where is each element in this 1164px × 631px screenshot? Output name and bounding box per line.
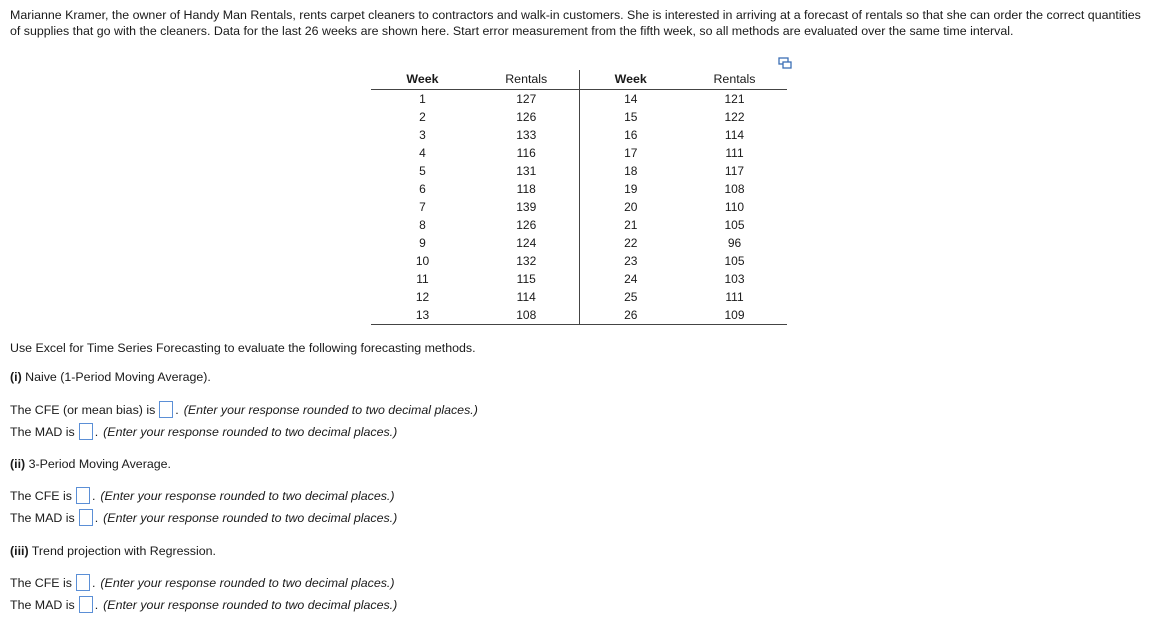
period: . [94, 597, 99, 612]
part-i-mad-line [10, 423, 397, 440]
part-iii-cfe-input[interactable] [76, 574, 90, 591]
table-row [371, 252, 787, 270]
header-week-1: Week [371, 70, 474, 90]
part-ii-cfe-line [10, 487, 395, 504]
header-rentals-2: Rentals [682, 70, 787, 90]
table-body [371, 90, 787, 325]
part-ii-mad-label: The MAD is [10, 510, 75, 525]
table-row [371, 198, 787, 216]
week-cell: 5 [419, 164, 426, 178]
table-row [371, 216, 787, 234]
rentals-cell: 121 [724, 92, 745, 106]
part-i-title: Naive (1-Period Moving Average). [21, 370, 211, 384]
header-rentals-1: Rentals [474, 70, 579, 90]
part-i-mad-label: The MAD is [10, 424, 75, 439]
rounding-hint: (Enter your response rounded to two decimal places.) [100, 488, 395, 503]
table-row [371, 144, 787, 162]
rentals-cell: 133 [474, 126, 579, 144]
table-row [371, 288, 787, 306]
part-i-cfe-input[interactable] [159, 401, 173, 418]
week-cell: 14 [624, 92, 638, 106]
rentals-cell: 96 [727, 236, 742, 250]
part-iii-mad-input[interactable] [79, 596, 93, 613]
rentals-cell: 110 [724, 200, 745, 214]
week-cell: 18 [624, 164, 638, 178]
rentals-cell: 116 [474, 144, 579, 162]
part-ii-number: (ii) [10, 457, 26, 471]
table-row [371, 180, 787, 198]
rentals-cell: 115 [474, 270, 579, 288]
week-cell: 6 [419, 182, 426, 196]
part-ii-cfe-input[interactable] [76, 487, 90, 504]
rentals-cell: 114 [724, 128, 745, 142]
week-cell: 9 [419, 236, 426, 250]
week-cell: 22 [624, 236, 638, 250]
rentals-cell: 126 [474, 216, 579, 234]
rentals-cell: 105 [724, 254, 745, 268]
part-iii-mad-label: The MAD is [10, 597, 75, 612]
rentals-cell: 109 [682, 306, 787, 325]
rentals-data-table [371, 70, 787, 325]
rentals-cell: 118 [474, 180, 579, 198]
week-cell: 2 [419, 110, 426, 124]
rounding-hint: (Enter your response rounded to two decimal places.) [100, 575, 395, 590]
week-cell: 7 [419, 200, 426, 214]
rentals-cell: 127 [474, 90, 579, 109]
part-i-heading [10, 369, 211, 385]
week-cell: 8 [419, 218, 426, 232]
rentals-cell: 105 [724, 218, 745, 232]
week-cell: 4 [419, 146, 426, 160]
rounding-hint: (Enter your response rounded to two decimal places.) [103, 510, 398, 525]
rentals-cell: 122 [724, 110, 745, 124]
rentals-cell: 126 [474, 108, 579, 126]
part-i-cfe-label: The CFE (or mean bias) is [10, 402, 156, 417]
part-ii-mad-line [10, 509, 397, 526]
week-cell: 21 [624, 218, 638, 232]
week-cell: 15 [624, 110, 638, 124]
problem-intro: Marianne Kramer, the owner of Handy Man Rentals, rents carpet cleaners to contractors and walk-in customers. She is interested in arriving at a forecast of rentals so that she can order the correct quantities of supplies that go with the cleaners. Data for the last 26 weeks are shown here. Start error measurement from the fifth week, so all methods are evaluated over the same time interval. [10, 8, 1141, 38]
rentals-cell: 114 [474, 288, 579, 306]
part-ii-mad-input[interactable] [79, 509, 93, 526]
part-ii-cfe-label: The CFE is [10, 488, 72, 503]
week-cell: 11 [416, 272, 429, 286]
rentals-cell: 111 [725, 290, 744, 304]
week-cell: 3 [419, 128, 426, 142]
rentals-cell: 103 [724, 272, 745, 286]
week-cell: 10 [415, 254, 430, 268]
part-i-number: (i) [10, 370, 22, 384]
week-cell: 20 [624, 200, 638, 214]
part-i-mad-input[interactable] [79, 423, 93, 440]
table-row [371, 234, 787, 252]
week-cell: 26 [579, 306, 682, 325]
rentals-cell: 124 [474, 234, 579, 252]
rentals-cell: 131 [474, 162, 579, 180]
week-cell: 12 [415, 290, 430, 304]
rentals-cell: 108 [474, 306, 579, 325]
period: . [94, 424, 99, 439]
table-header-row [371, 70, 787, 90]
part-i-cfe-line [10, 401, 478, 418]
period: . [91, 575, 96, 590]
week-cell: 25 [624, 290, 638, 304]
period: . [91, 488, 96, 503]
part-iii-title: Trend projection with Regression. [28, 544, 216, 558]
week-cell: 16 [624, 128, 638, 142]
rounding-hint: (Enter your response rounded to two decimal places.) [183, 402, 478, 417]
period: . [175, 402, 179, 417]
week-cell: 17 [624, 146, 638, 160]
week-cell: 1 [419, 92, 426, 106]
header-week-2: Week [579, 70, 682, 90]
rentals-cell: 139 [474, 198, 579, 216]
rentals-cell: 111 [725, 146, 744, 160]
rentals-cell: 117 [724, 164, 745, 178]
table-row [371, 126, 787, 144]
week-cell: 24 [624, 272, 638, 286]
copy-icon[interactable] [778, 56, 792, 68]
table-row [371, 162, 787, 180]
week-cell: 13 [371, 306, 474, 325]
part-iii-number: (iii) [10, 544, 29, 558]
table-row [371, 270, 787, 288]
rounding-hint: (Enter your response rounded to two decimal places.) [103, 597, 398, 612]
instructions-text: Use Excel for Time Series Forecasting to evaluate the following forecasting methods. [10, 341, 476, 355]
rounding-hint: (Enter your response rounded to two decimal places.) [103, 424, 398, 439]
part-ii-title: 3-Period Moving Average. [25, 457, 171, 471]
rentals-cell: 132 [474, 252, 579, 270]
table-row [371, 306, 787, 325]
week-cell: 23 [624, 254, 638, 268]
part-iii-heading [10, 543, 216, 559]
part-ii-heading [10, 456, 171, 472]
part-iii-cfe-label: The CFE is [10, 575, 72, 590]
table-row [371, 108, 787, 126]
part-iii-mad-line [10, 596, 397, 613]
part-iii-cfe-line [10, 574, 395, 591]
period: . [94, 510, 99, 525]
week-cell: 19 [624, 182, 638, 196]
table-row [371, 90, 787, 109]
rentals-cell: 108 [724, 182, 745, 196]
